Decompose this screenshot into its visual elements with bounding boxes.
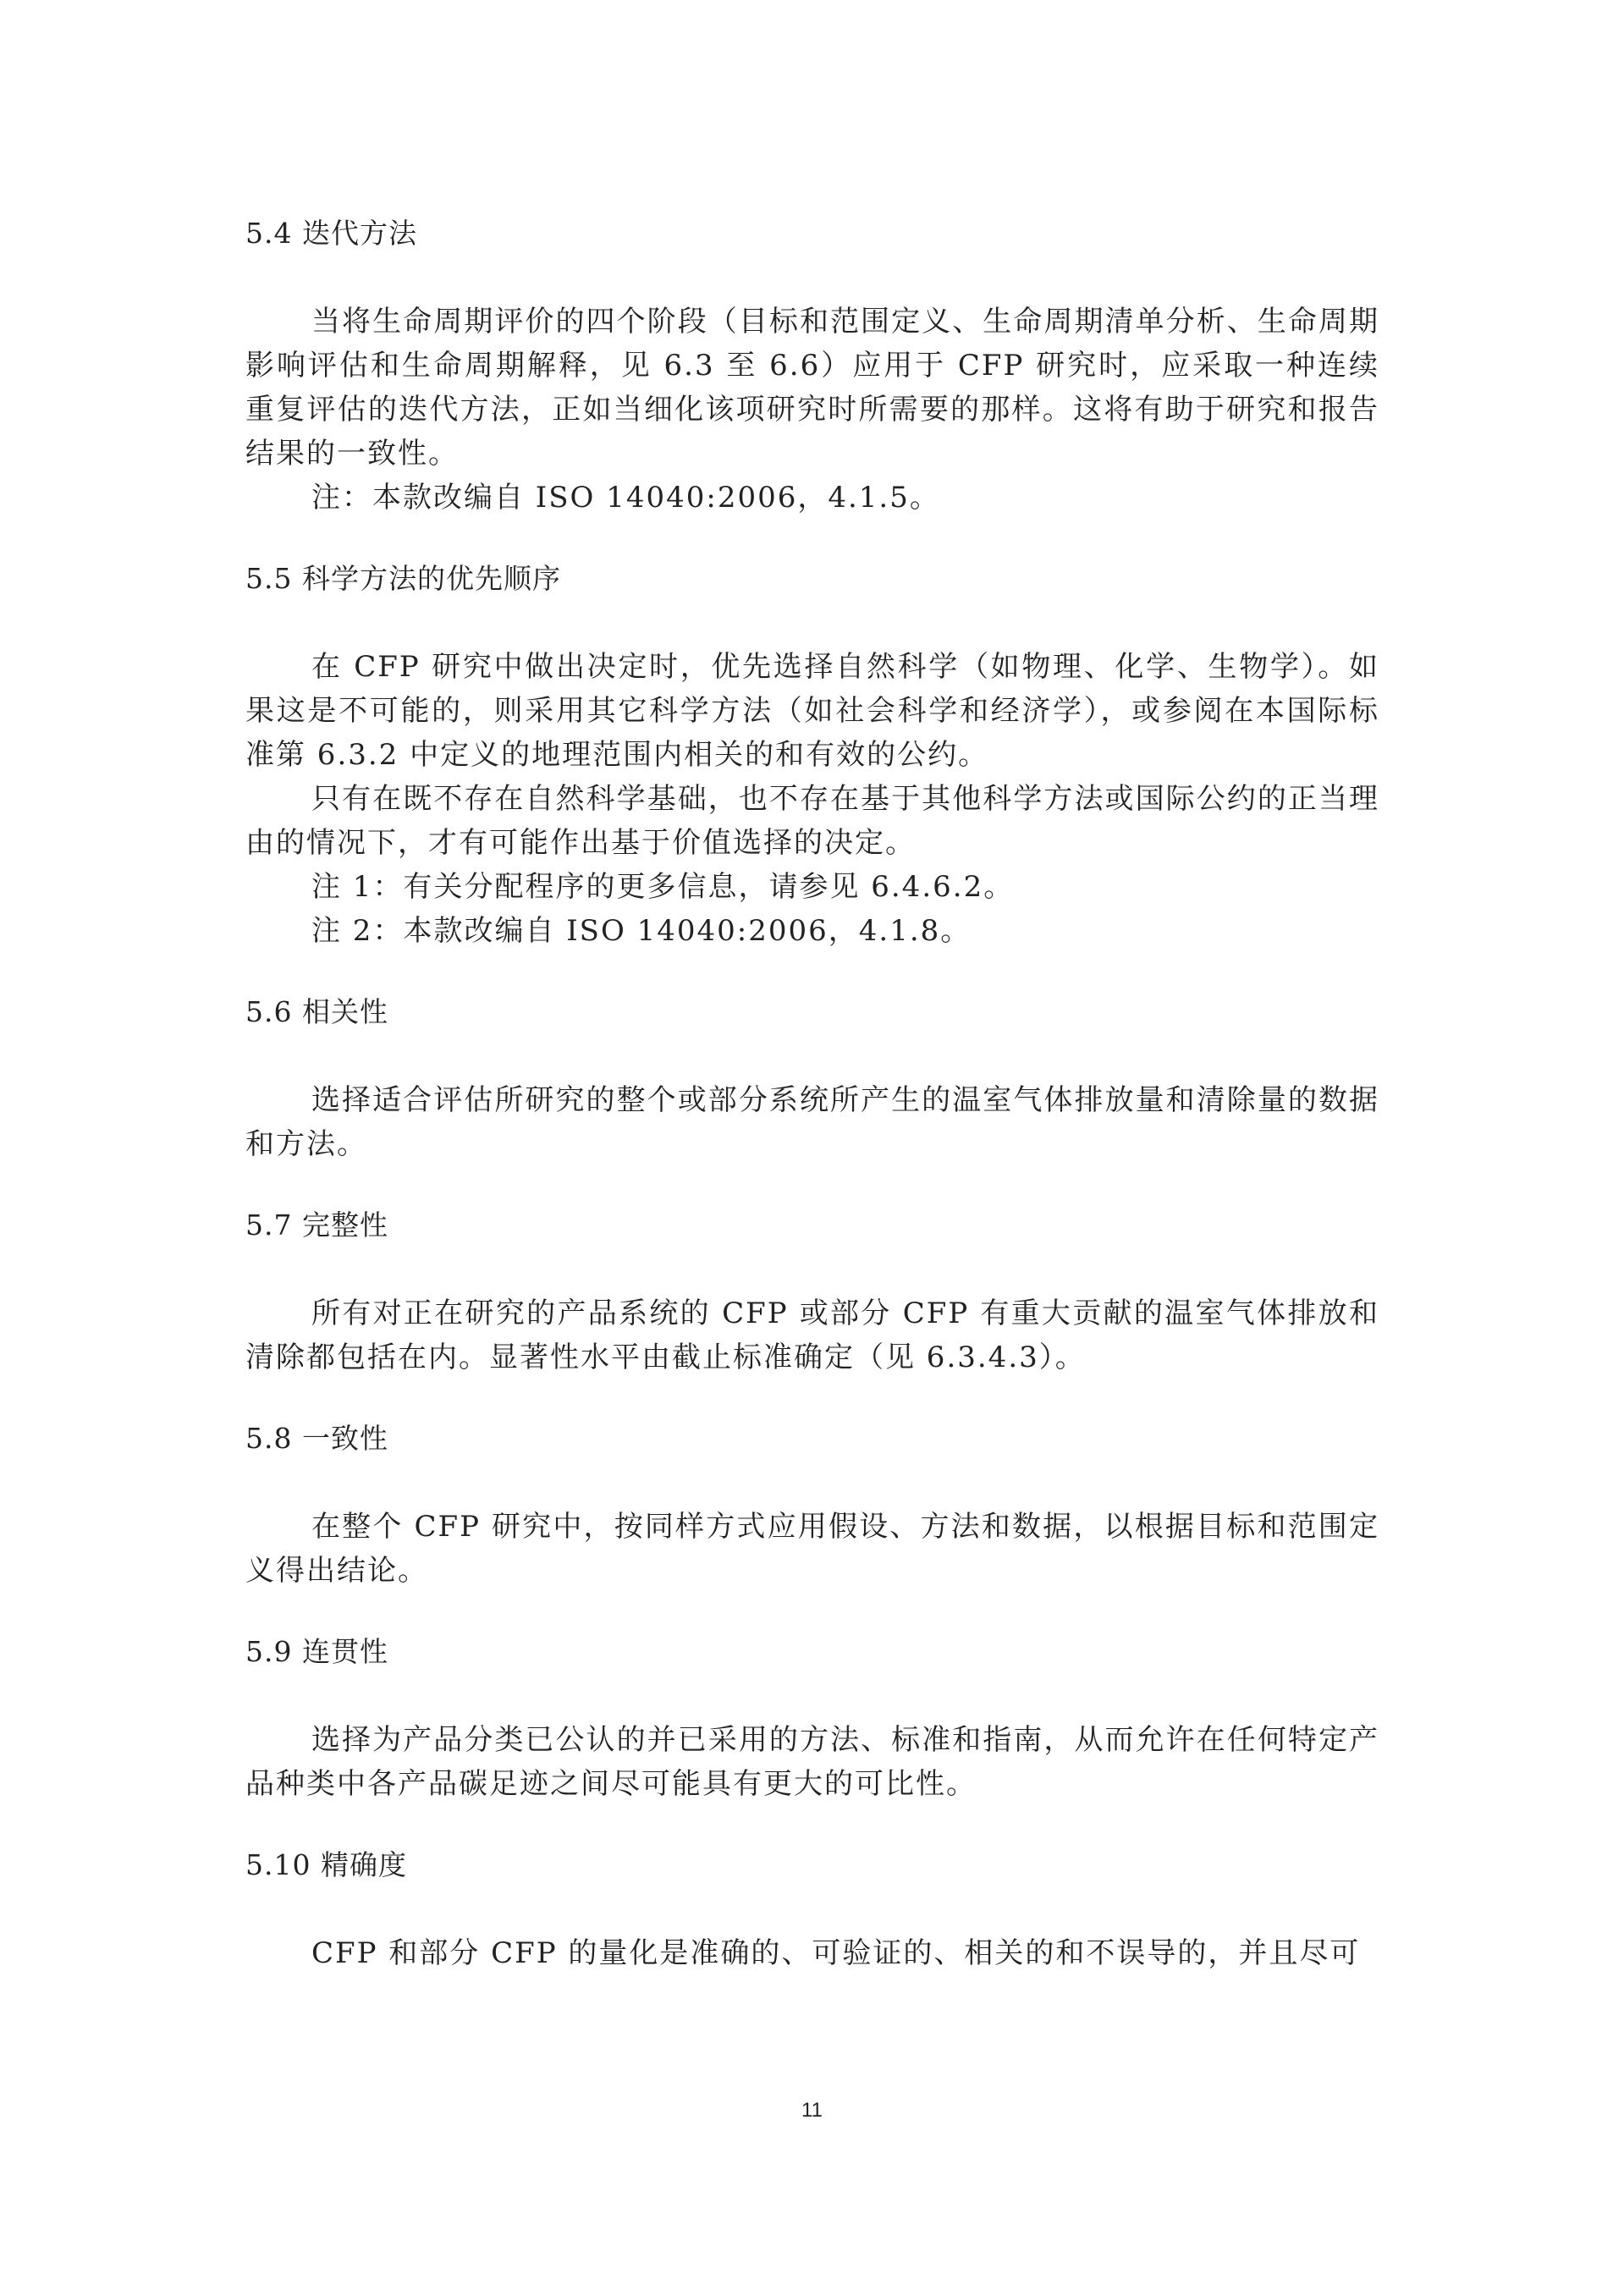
paragraph: 只有在既不存在自然科学基础，也不存在基于其他科学方法或国际公约的正当理由的情况下，才有可能作出基于价值选择的决定。 bbox=[245, 782, 1379, 860]
note: 注：本款改编自 ISO 14040:2006，4.1.5。 bbox=[311, 481, 940, 515]
section-5-9 bbox=[245, 1630, 1379, 1806]
paragraph: 所有对正在研究的产品系统的 CFP 或部分 CFP 有重大贡献的温室气体排放和清除都包括在内。显著性水平由截止标准确定（见 6.3.4.3）。 bbox=[245, 1297, 1379, 1374]
section-5-10 bbox=[245, 1843, 1379, 1975]
page-number: 11 bbox=[801, 2099, 823, 2122]
note: 注 1：有关分配程序的更多信息，请参见 6.4.6.2。 bbox=[311, 870, 1015, 904]
section-heading: 5.9 连贯性 bbox=[245, 1635, 388, 1668]
paragraph: CFP 和部分 CFP 的量化是准确的、可验证的、相关的和不误导的，并且尽可 bbox=[311, 1936, 1361, 1970]
section-heading: 5.7 完整性 bbox=[245, 1209, 388, 1242]
section-heading: 5.10 精确度 bbox=[245, 1848, 407, 1881]
section-heading: 5.4 迭代方法 bbox=[245, 217, 417, 250]
paragraph: 当将生命周期评价的四个阶段（目标和范围定义、生命周期清单分析、生命周期影响评估和生命周期解释，见 6.3 至 6.6）应用于 CFP 研究时，应采取一种连续重复评估的迭代方法，正如当细化该项研究时所需要的那样。这将有助于研究和报告结果的一致性。 bbox=[245, 305, 1379, 471]
section-heading: 5.6 相关性 bbox=[245, 995, 388, 1028]
note: 注 2：本款改编自 ISO 14040:2006，4.1.8。 bbox=[311, 914, 972, 948]
section-heading: 5.5 科学方法的优先顺序 bbox=[245, 562, 561, 595]
section-5-4 bbox=[245, 212, 1379, 520]
section-5-5 bbox=[245, 557, 1379, 953]
section-5-8 bbox=[245, 1417, 1379, 1593]
page-content bbox=[245, 212, 1379, 1975]
paragraph: 选择适合评估所研究的整个或部分系统所产生的温室气体排放量和清除量的数据和方法。 bbox=[245, 1083, 1379, 1161]
section-5-6 bbox=[245, 990, 1379, 1166]
paragraph: 选择为产品分类已公认的并已采用的方法、标准和指南，从而允许在任何特定产品种类中各产品碳足迹之间尽可能具有更大的可比性。 bbox=[245, 1723, 1379, 1801]
section-5-7 bbox=[245, 1203, 1379, 1379]
paragraph: 在 CFP 研究中做出决定时，优先选择自然科学（如物理、化学、生物学）。如果这是不可能的，则采用其它科学方法（如社会科学和经济学），或参阅在本国际标准第 6.3.2 中定义的地理范围内相关的和有效的公约。 bbox=[245, 650, 1379, 772]
section-heading: 5.8 一致性 bbox=[245, 1422, 388, 1455]
paragraph: 在整个 CFP 研究中，按同样方式应用假设、方法和数据，以根据目标和范围定义得出结论。 bbox=[245, 1510, 1379, 1588]
